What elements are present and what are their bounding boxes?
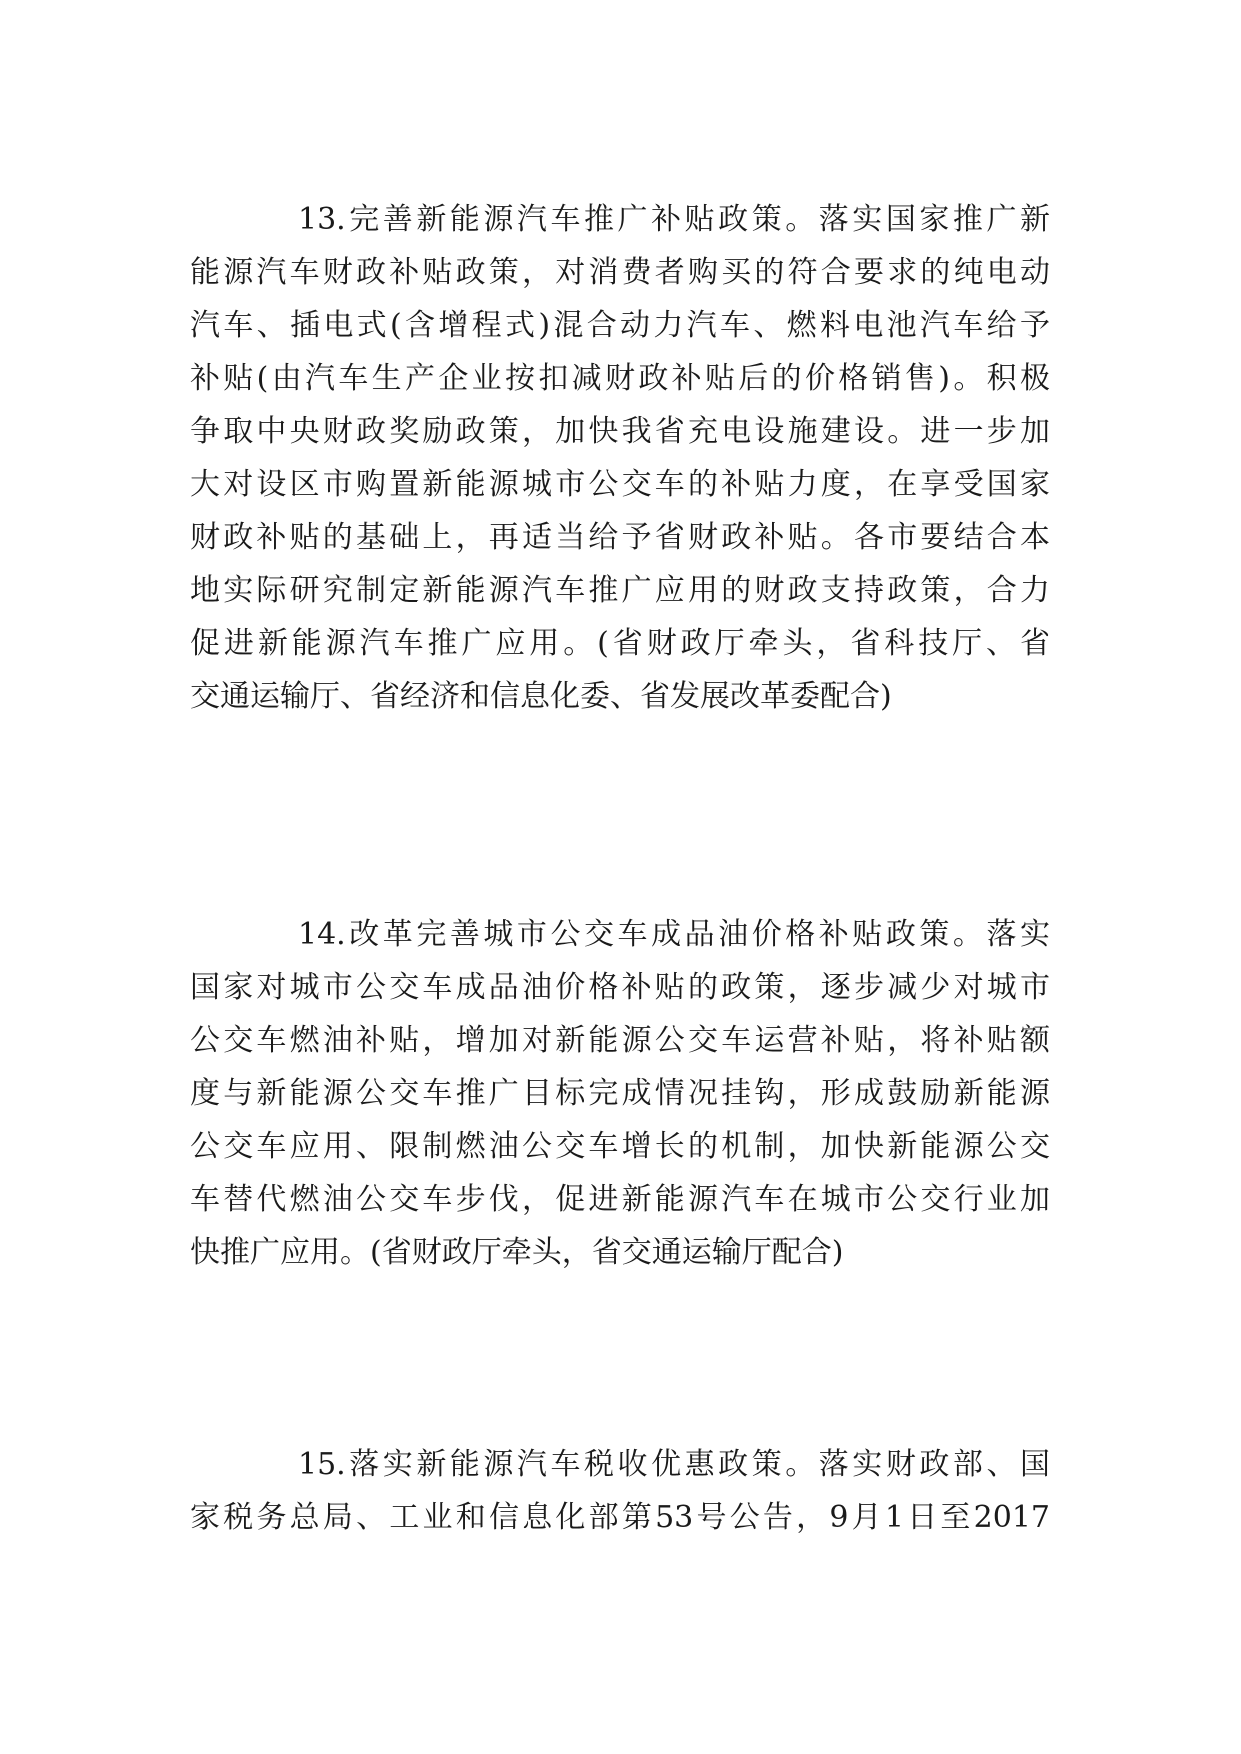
paragraph-line: 能源汽车财政补贴政策，对消费者购买的符合要求的纯电动 (190, 255, 1050, 290)
paragraph-line: 家税务总局、工业和信息化部第53号公告，9月1日至2017 (190, 1500, 1050, 1535)
paragraph-line: 地实际研究制定新能源汽车推广应用的财政支持政策，合力 (190, 573, 1050, 608)
paragraph-line: 公交车应用、限制燃油公交车增长的机制，加快新能源公交 (190, 1129, 1050, 1164)
paragraph-line: 车替代燃油公交车步伐，促进新能源汽车在城市公交行业加 (190, 1182, 1050, 1217)
paragraph-line: 快推广应用。(省财政厅牵头，省交通运输厅配合) (190, 1235, 844, 1270)
paragraph-line: 补贴(由汽车生产企业按扣减财政补贴后的价格销售)。积极 (190, 361, 1050, 396)
paragraph-line: 争取中央财政奖励政策，加快我省充电设施建设。进一步加 (190, 414, 1050, 449)
paragraph-line: 汽车、插电式(含增程式)混合动力汽车、燃料电池汽车给予 (190, 308, 1050, 343)
paragraph-line: 财政补贴的基础上，再适当给予省财政补贴。各市要结合本 (190, 520, 1050, 555)
paragraph-line: 交通运输厅、省经济和信息化委、省发展改革委配合) (190, 679, 892, 714)
paragraph-line: 13.完善新能源汽车推广补贴政策。落实国家推广新 (298, 202, 1050, 237)
paragraph-line: 大对设区市购置新能源城市公交车的补贴力度，在享受国家 (190, 467, 1050, 502)
paragraph-line: 国家对城市公交车成品油价格补贴的政策，逐步减少对城市 (190, 970, 1050, 1005)
paragraph-line: 促进新能源汽车推广应用。(省财政厅牵头，省科技厅、省 (190, 626, 1050, 661)
paragraph-line: 公交车燃油补贴，增加对新能源公交车运营补贴，将补贴额 (190, 1023, 1050, 1058)
paragraph-line: 14.改革完善城市公交车成品油价格补贴政策。落实 (298, 917, 1050, 952)
paragraph-line: 15.落实新能源汽车税收优惠政策。落实财政部、国 (298, 1447, 1050, 1482)
paragraph-line: 度与新能源公交车推广目标完成情况挂钩，形成鼓励新能源 (190, 1076, 1050, 1111)
